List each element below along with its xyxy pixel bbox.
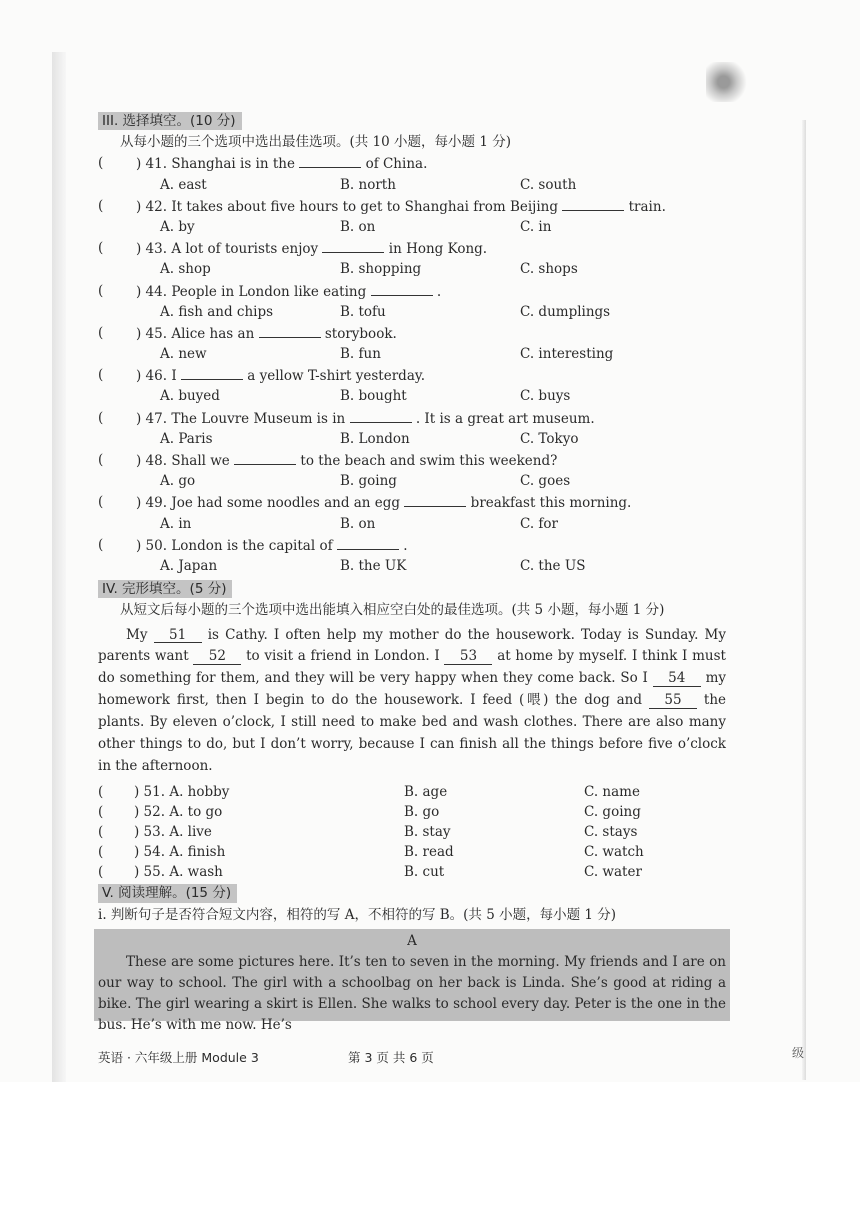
section-multiple-choice <box>98 112 726 574</box>
page-footer <box>98 1048 726 1066</box>
option-c: C. interesting <box>520 346 614 363</box>
option-c: C. going <box>584 803 641 820</box>
passage-text: my homework first, then I begin to do the housework. I feed (喂) the dog and <box>98 670 726 709</box>
passage-text <box>98 952 726 1036</box>
cloze-question-list <box>98 784 726 881</box>
option-a: A. go <box>160 473 196 490</box>
option-b: B. tofu <box>340 303 386 320</box>
blank-52: 52 <box>193 649 241 665</box>
answer-blank <box>350 410 412 423</box>
question-text: ) 43. A lot of tourists enjoy in Hong Kong. <box>136 241 488 258</box>
option-b: B. go <box>404 803 440 820</box>
option-a: A. buyed <box>160 388 220 405</box>
answer-paren: ( <box>98 324 104 341</box>
options-row <box>160 431 726 447</box>
cloze-question-row <box>98 784 726 800</box>
option-b: B. age <box>404 783 448 800</box>
options-row <box>160 304 726 320</box>
option-a: A. east <box>160 176 207 193</box>
question-text: ) 42. It takes about five hours to get to Shanghai from Beijing train. <box>136 198 666 215</box>
option-b: B. fun <box>340 346 381 363</box>
passage-text: to visit a friend in London. I <box>246 648 440 665</box>
footer-book-title: 英语 · 六年级上册 Module 3 <box>98 1050 259 1065</box>
option-c: C. shops <box>520 261 578 278</box>
passage-text: at home by myself. I think I must do something for them, and they will be very happy when they come back. So I <box>98 648 726 687</box>
question-text: ) 50. London is the capital of . <box>136 537 408 554</box>
option-c: C. the US <box>520 557 586 574</box>
section-reading <box>98 884 726 1033</box>
section-instruction: 从短文后每小题的三个选项中选出能填入相应空白处的最佳选项。(共 5 小题，每小题 1 分) <box>120 602 665 619</box>
option-a: ) 53. A. live <box>134 823 212 840</box>
question-text: ) 48. Shall we to the beach and swim this weekend? <box>136 453 558 469</box>
passage-text: My <box>126 626 148 643</box>
question-text: ) 46. I a yellow T-shirt yesterday. <box>136 368 425 385</box>
option-a: A. by <box>160 218 195 235</box>
question-row <box>98 198 726 215</box>
question-row <box>98 494 726 511</box>
answer-paren: ( <box>98 282 104 299</box>
option-b: B. going <box>340 473 397 490</box>
ink-smudge <box>706 62 750 102</box>
section-heading: III. 选择填空。(10 分) <box>98 112 242 130</box>
question-row <box>98 325 726 342</box>
option-a: A. Japan <box>160 557 218 574</box>
answer-paren: ( <box>98 803 104 820</box>
options-row <box>160 558 726 574</box>
option-b: B. north <box>340 176 396 193</box>
option-a: A. new <box>160 346 207 363</box>
question-text: ) 45. Alice has an storybook. <box>136 325 397 342</box>
bottom-margin <box>0 1082 860 1216</box>
answer-paren: ( <box>98 409 104 426</box>
section-heading: V. 阅读理解。(15 分) <box>98 884 237 902</box>
answer-paren: ( <box>98 783 104 800</box>
answer-blank <box>562 198 624 211</box>
cloze-passage <box>98 625 726 778</box>
answer-blank <box>337 537 399 550</box>
passage-text: is Cathy. I often help my mother do the housework. Today is Sunday. My parents want <box>98 626 726 665</box>
cloze-question-row <box>98 804 726 820</box>
option-a: ) 52. A. to go <box>134 803 223 820</box>
answer-blank <box>404 494 466 507</box>
option-b: B. the UK <box>340 557 407 574</box>
option-a: ) 54. A. finish <box>134 844 226 861</box>
section-instruction: 从每小题的三个选项中选出最佳选项。(共 10 小题，每小题 1 分) <box>120 134 511 151</box>
option-b: B. London <box>340 430 410 447</box>
answer-blank <box>371 283 433 296</box>
options-row <box>160 346 726 362</box>
answer-paren: ( <box>98 197 104 214</box>
section-cloze <box>98 580 726 880</box>
answer-blank <box>181 367 243 380</box>
options-row <box>160 261 726 277</box>
footer-page-number: 第 3 页 共 6 页 <box>348 1050 434 1065</box>
question-text: ) 49. Joe had some noodles and an egg breakfast this morning. <box>136 495 632 512</box>
question-row <box>98 367 726 384</box>
options-row <box>160 473 726 489</box>
cloze-question-row <box>98 844 726 860</box>
option-c: C. buys <box>520 388 571 405</box>
answer-paren: ( <box>98 844 104 861</box>
answer-blank <box>322 240 384 253</box>
blank-51: 51 <box>154 628 202 644</box>
blank-54: 54 <box>653 671 701 687</box>
answer-blank <box>259 325 321 338</box>
option-b: B. read <box>404 844 454 861</box>
answer-blank <box>234 452 296 465</box>
option-c: C. watch <box>584 844 644 861</box>
question-row <box>98 410 726 427</box>
passage-text: the plants. By eleven o’clock, I still need to make bed and wash clothes. There are also many other things to do, but I don’t worry, because I can finish all the things before five o’clock in the afternoon. <box>98 692 727 774</box>
option-c: C. name <box>584 783 640 800</box>
option-b: B. cut <box>404 864 445 881</box>
answer-paren: ( <box>98 823 104 840</box>
answer-paren: ( <box>98 864 104 881</box>
answer-paren: ( <box>98 536 104 553</box>
question-row <box>98 537 726 554</box>
option-c: C. for <box>520 515 559 532</box>
question-row <box>98 283 726 300</box>
answer-paren: ( <box>98 155 104 172</box>
answer-paren: ( <box>98 240 104 257</box>
question-row <box>98 155 726 172</box>
answer-blank <box>299 155 361 168</box>
cloze-question-row <box>98 864 726 880</box>
passage-title: A <box>407 932 417 949</box>
worksheet-content <box>98 112 727 1033</box>
scan-edge-left <box>52 52 66 1082</box>
option-c: C. dumplings <box>520 303 611 320</box>
cloze-question-row <box>98 824 726 840</box>
option-b: B. stay <box>404 823 451 840</box>
option-c: C. stays <box>584 823 638 840</box>
question-text: ) 44. People in London like eating . <box>136 283 442 300</box>
option-a: A. Paris <box>160 430 213 447</box>
option-c: C. Tokyo <box>520 430 579 447</box>
option-a: A. shop <box>160 261 211 278</box>
option-b: B. shopping <box>340 261 422 278</box>
options-row <box>160 177 726 193</box>
edge-character: 级 <box>792 1046 805 1060</box>
question-text: ) 41. Shanghai is in the of China. <box>136 156 428 173</box>
blank-55: 55 <box>649 693 697 709</box>
option-b: B. on <box>340 515 376 532</box>
question-list <box>98 155 726 574</box>
answer-paren: ( <box>98 367 104 384</box>
answer-paren: ( <box>98 494 104 511</box>
answer-paren: ( <box>98 452 104 468</box>
option-c: C. goes <box>520 473 571 490</box>
question-row <box>98 452 726 469</box>
option-a: A. fish and chips <box>160 303 274 320</box>
section-instruction: i. 判断句子是否符合短文内容，相符的写 A，不相符的写 B。(共 5 小题，每小题 1 分) <box>98 906 617 923</box>
option-a: ) 55. A. wash <box>134 864 223 881</box>
option-a: ) 51. A. hobby <box>134 783 230 800</box>
option-a: A. in <box>160 515 192 532</box>
option-c: C. water <box>584 864 642 881</box>
options-row <box>160 516 726 532</box>
question-text: ) 47. The Louvre Museum is in . It is a great art museum. <box>136 410 595 427</box>
scan-edge-right <box>802 120 806 1080</box>
option-c: C. south <box>520 176 577 193</box>
question-row <box>98 240 726 257</box>
options-row <box>160 388 726 404</box>
reading-passage-box <box>94 929 730 1033</box>
options-row <box>160 219 726 235</box>
option-b: B. bought <box>340 388 407 405</box>
option-c: C. in <box>520 218 552 235</box>
reading-text: These are some pictures here. It’s ten to seven in the morning. My friends and I are on our way to school. The girl with a schoolbag on her back is Linda. She’s good at riding a bike. The girl wearing a skirt is Ellen. She walks to school every day. Peter is the one in the bus. He’s with me now. He’s <box>98 953 726 1033</box>
blank-53: 53 <box>444 649 492 665</box>
option-b: B. on <box>340 218 376 235</box>
section-heading: IV. 完形填空。(5 分) <box>98 580 232 598</box>
